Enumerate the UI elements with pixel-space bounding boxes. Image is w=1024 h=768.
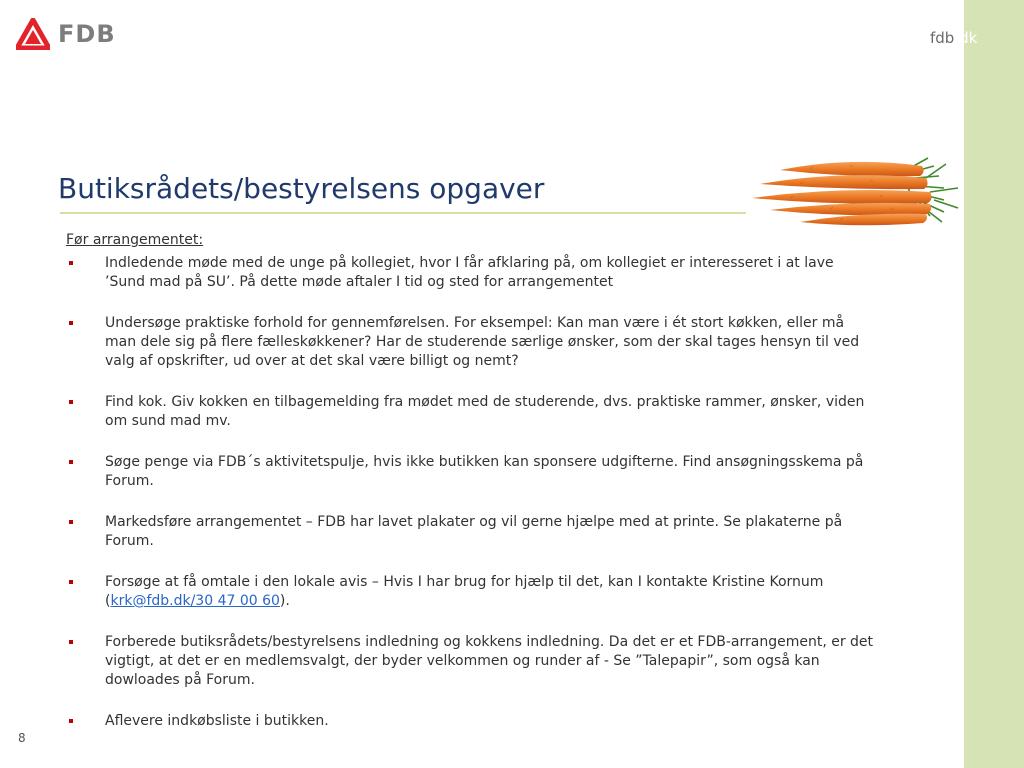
list-item-text-after: ). (279, 593, 290, 609)
list-item: Find kok. Giv kokken en tilbagemelding fra mødet med de studerende, dvs. praktiske rammer, ønsker, viden om sund mad mv. (66, 393, 876, 431)
logo-text: FDB (58, 20, 116, 48)
list-item-text-before: Forsøge at få omtale i den lokale avis – Hvis I har brug for hjælp til det, kan I kontakte Kristine Kornum ( (105, 574, 824, 609)
fdb-logo-icon (16, 18, 50, 50)
task-list (66, 254, 876, 731)
slide-body (66, 231, 876, 753)
fdb-logo[interactable] (16, 16, 116, 52)
list-item: Indledende møde med de unge på kollegiet, hvor I får afklaring på, om kollegiet er interesseret i at lave ’Sund mad på SU’. På dette møde aftaler I tid og sted for arrangementet (66, 254, 876, 292)
page-number: 8 (18, 731, 26, 745)
list-item: Undersøge praktiske forhold for gennemførelsen. For eksempel: Kan man være i ét stort køkken, eller må man dele sig på flere fælleskøkkener? Har de studerende særlige ønsker, som der skal tages hensyn til ved valg af opskrifter, ud over at det skal være billigt og nemt? (66, 314, 876, 371)
contact-link[interactable]: krk@fdb.dk/30 47 00 60 (110, 593, 280, 609)
list-item: Aflevere indkøbsliste i butikken. (66, 712, 876, 731)
slide-title: Butiksrådets/bestyrelsens opgaver (58, 172, 545, 205)
section-subheading: Før arrangementet: (66, 232, 204, 248)
list-item: Markedsføre arrangementet – FDB har lavet plakater og vil gerne hjælpe med at printe. Se plakaterne på Forum. (66, 513, 876, 551)
list-item: Forberede butiksrådets/bestyrelsens indledning og kokkens indledning. Da det er et FDB-arrangement, er det vigtigt, at det er en medlemsvalgt, der byder velkommen og runder af - Se ”Talepapir”, som også kan dowloades på Forum. (66, 633, 876, 690)
title-divider (60, 212, 746, 214)
list-item: Søge penge via FDB´s aktivitetspulje, hvis ikke butikken kan sponsere udgifterne. Find ansøgningsskema på Forum. (66, 453, 876, 491)
site-url-part1: fdb (930, 29, 955, 47)
decorative-side-strip (964, 0, 1024, 768)
site-url-part2: .dk (954, 29, 978, 47)
list-item (66, 573, 876, 611)
carrots-image (740, 148, 965, 242)
site-url[interactable] (930, 29, 977, 47)
